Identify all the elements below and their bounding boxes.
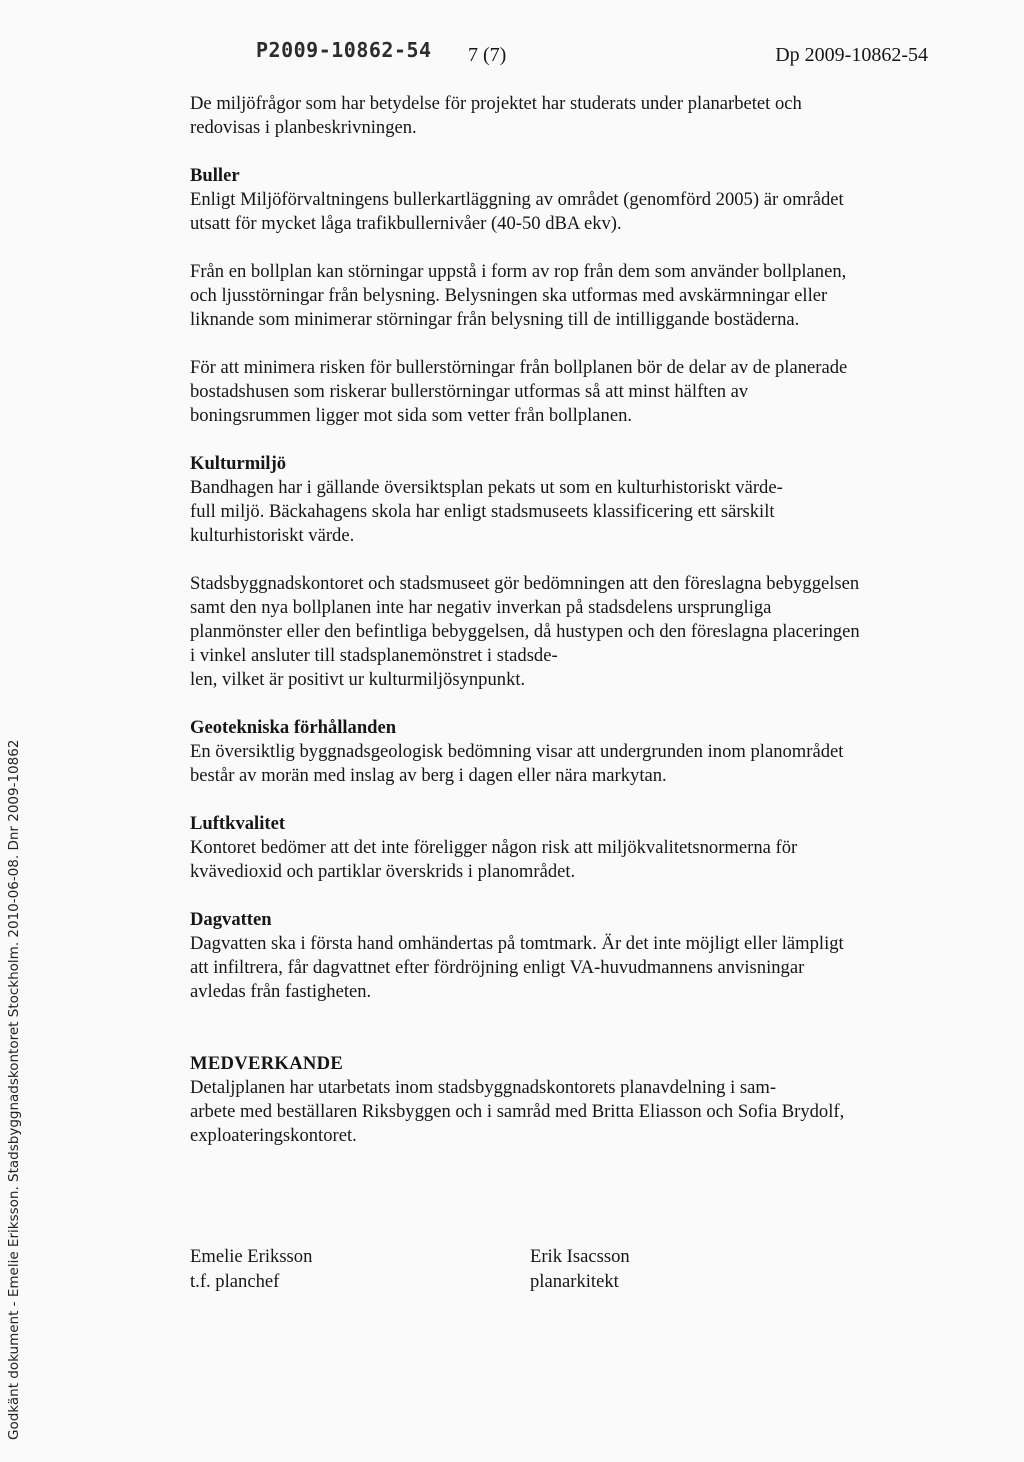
section-heading-geoteknik: Geotekniska förhållanden — [190, 717, 397, 738]
section-dagvatten — [190, 908, 862, 1004]
section-kulturmiljo — [190, 452, 862, 692]
buller-paragraph-1: Enligt Miljöförvaltningens bullerkartläggning av området (genomförd 2005) är området utsatt för mycket låga trafikbullernivåer (40-50 dBA ekv). — [190, 189, 844, 234]
section-heading-medverkande: MEDVERKANDE — [190, 1053, 344, 1074]
dagvatten-paragraph: Dagvatten ska i första hand omhändertas på tomtmark. Är det inte möjligt eller lämpligt att infiltrera, får dagvattnet efter fördröjning enligt VA-huvudmannens anvisningar avledas från fastigheten. — [190, 933, 844, 1002]
intro-paragraph: De miljöfrågor som har betydelse för projektet har studerats under planarbetet och redovisas i planbeskrivningen. — [190, 93, 802, 138]
document-reference: Dp 2009-10862-54 — [775, 44, 928, 66]
buller-paragraph-2: Från en bollplan kan störningar uppstå i form av rop från dem som använder bollplanen, och ljusstörningar från belysning. Belysningen ska utformas med avskärmningar eller liknande som minimerar störningar från belysning till de intilliggande bostäderna. — [190, 261, 847, 330]
page-number: 7 (7) — [468, 44, 507, 66]
section-luftkvalitet — [190, 812, 862, 884]
geoteknik-paragraph: En översiktlig byggnadsgeologisk bedömning visar att undergrunden inom planområdet består av morän med inslag av berg i dagen eller nära markytan. — [190, 741, 844, 786]
document-body — [190, 92, 862, 1172]
section-heading-luftkvalitet: Luftkvalitet — [190, 813, 286, 834]
buller-paragraph-3: För att minimera risken för bullerstörningar från bollplanen bör de delar av de planerade bostadshusen som riskerar bullerstörningar utformas så att minst hälften av boningsrummen ligger mot sida som vetter från bollplanen. — [190, 357, 848, 426]
section-heading-dagvatten: Dagvatten — [190, 909, 272, 930]
approval-side-stamp: Godkänt dokument - Emelie Eriksson. Stadsbyggnadskontoret Stockholm. 2010-06-08. Dnr 2009-10862 — [6, 739, 22, 1440]
signature-right — [530, 1244, 630, 1294]
section-buller — [190, 164, 862, 428]
signer-title-right: planarkitekt — [530, 1271, 619, 1292]
document-stamp: P2009-10862-54 — [256, 38, 432, 62]
kulturmiljo-paragraph-2: Stadsbyggnadskontoret och stadsmuseet gör bedömningen att den föreslagna bebyggelsen samt den nya bollplanen inte har negativ inverkan på stadsdelens ursprungliga planmönster eller den befintliga bebyggelsen, då hustypen och den föreslagna placeringen i vinkel ansluter till stadsplanemönstret i stadsde- len, vilket är positivt ur kulturmiljösynpunkt. — [190, 573, 860, 690]
section-geoteknik — [190, 716, 862, 788]
section-heading-buller: Buller — [190, 165, 240, 186]
signer-title-left: t.f. planchef — [190, 1271, 280, 1292]
kulturmiljo-paragraph-1: Bandhagen har i gällande översiktsplan pekats ut som en kulturhistoriskt värde- full miljö. Bäckahagens skola har enligt stadsmuseets klassificering ett särskilt kulturhistoriskt värde. — [190, 477, 783, 546]
signer-name-left: Emelie Eriksson — [190, 1246, 313, 1267]
medverkande-paragraph: Detaljplanen har utarbetats inom stadsbyggnadskontorets planavdelning i sam- arbete med beställaren Riksbyggen och i samråd med Britta Eliasson och Sofia Brydolf, exploateringskontoret. — [190, 1077, 845, 1146]
section-medverkande — [190, 1052, 862, 1148]
signer-name-right: Erik Isacsson — [530, 1246, 630, 1267]
luftkvalitet-paragraph: Kontoret bedömer att det inte föreligger någon risk att miljökvalitetsnormerna för kvävedioxid och partiklar överskrids i planområdet. — [190, 837, 798, 882]
section-heading-kulturmiljo: Kulturmiljö — [190, 453, 287, 474]
signature-left — [190, 1244, 312, 1294]
